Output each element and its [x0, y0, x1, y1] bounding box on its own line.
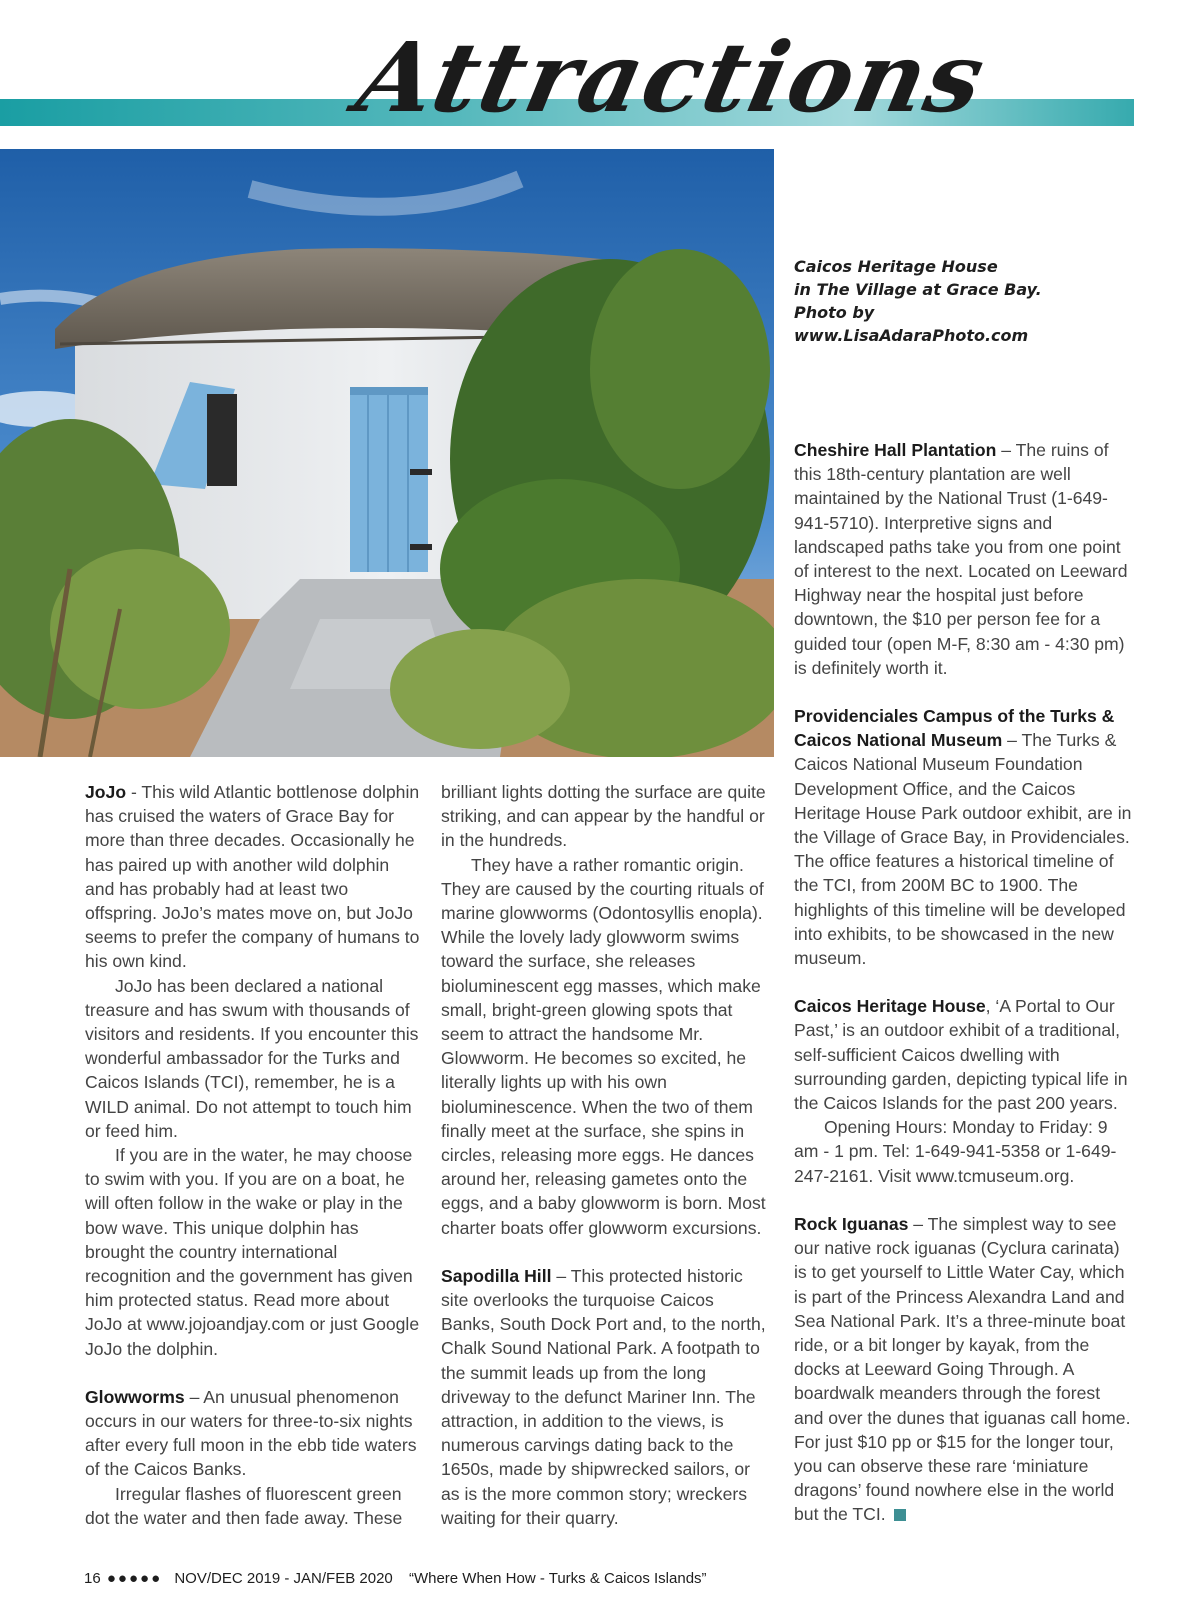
photo-caption [794, 255, 1174, 347]
museum-text: – The Turks & Caicos National Museum Foundation Development Office, and the Caicos Heritage House Park outdoor exhibit, are in the Village of Grace Bay, in Providenciales. The office features a historical timeline of the TCI, from 200M BC to 1900. The highlights of this timeline will be developed into exhibits, to be showcased in the new museum. [794, 730, 1132, 969]
iguanas-text: – The simplest way to see our native rock iguanas (Cyclura carinata) is to get yourself to Little Water Cay, which is part of the Princess Alexandra Land and Sea National Park. It’s a three-minute boat ride, or a bit longer by kayak, from the docks at Leeward Going Through. A boardwalk meanders through the forest and over the dunes that iguanas call home. For just $10 pp or $15 for the longer tour, you can observe these rare ‘miniature dragons’ found nowhere else in the world but the TCI. [794, 1213, 1131, 1525]
page-title: Attractions [348, 21, 996, 134]
cheshire-text: – The ruins of this 18th-century plantation are well maintained by the National Trust (1-649-941-5710). Interpretive signs and landscaped paths take you from one point of interest to the next. Located on Leeward Highway near the hospital just before downtown, the $10 per person fee for a guided tour (open M-F, 8:30 am - 4:30 pm) is definitely worth it. [794, 440, 1128, 678]
sapodilla-text: – This protected historic site overlooks the turquoise Caicos Banks, South Dock Port and, to the north, Chalk Sound National Park. A footpath to the summit leads up from the long driveway to the defunct Mariner Inn. The attraction, in addition to the views, is numerous carvings dating back to the 1650s, made by shipwrecked sailors, or as is the more common story; wreckers waiting for their quarry. [441, 1265, 766, 1528]
glowworms-paragraph [85, 1385, 420, 1482]
iguanas-paragraph [794, 1212, 1134, 1527]
issue-date: NOV/DEC 2019 - JAN/FEB 2020 [174, 1570, 393, 1587]
cheshire-paragraph [794, 438, 1134, 680]
heritage-house-photo [0, 149, 774, 757]
publication-name: “Where When How - Turks & Caicos Islands” [408, 1570, 707, 1587]
glowworms-paragraph-3: They have a rather romantic origin. They are caused by the courting rituals of marine glowworms (Odontosyllis enopla). While the lovely lady glowworm swims toward the surface, she releases bioluminescent egg masses, which make small, bright-green glowing spots that seem to attract the handsome Mr. Glowworm. He becomes so excited, he literally lights up with his own bioluminescence. When the two of them finally meet at the surface, she spins in circles, releasing more eggs. He dances around her, releasing gametes onto the eggs, and a baby glowworm is born. Most charter boats offer glowworm excursions. [441, 854, 766, 1238]
jojo-paragraph [85, 780, 420, 974]
heritage-heading: Caicos Heritage House [794, 996, 986, 1017]
end-of-article-square-icon [894, 1509, 906, 1521]
jojo-paragraph-3: If you are in the water, he may choose to swim with you. If you are on a boat, he will often follow in the wake or play in the bow wave. This unique dolphin has brought the country international recognition and the government has given him protected status. Read more about JoJo at www.jojoandjay.com or just Google JoJo the dolphin. [85, 1145, 420, 1359]
jojo-text: - This wild Atlantic bottlenose dolphin has cruised the waters of Grace Bay for more than three decades. Occasionally he has paired up with another wild dolphin and has probably had at least two offspring. JoJo’s mates move on, but JoJo seems to prefer the company of humans to his own kind. [85, 782, 420, 972]
footer-dots: ●●●●● [106, 1570, 163, 1587]
page-number: 16 [84, 1570, 101, 1587]
caption-line: Photo by [794, 303, 875, 322]
text-column-2 [441, 780, 771, 1530]
glowworms-text: – An unusual phenomenon occurs in our waters for three-to-six nights after every full moon in the ebb tide waters of the Caicos Banks. [85, 1386, 417, 1480]
museum-paragraph [794, 704, 1134, 970]
glowworms-heading: Glowworms [85, 1386, 185, 1407]
cheshire-heading: Cheshire Hall Plantation [794, 440, 997, 460]
text-column-1 [85, 780, 420, 1530]
museum-heading: Providenciales Campus of the Turks & Caicos National Museum [794, 706, 1115, 751]
heritage-text: , ‘A Portal to Our Past,’ is an outdoor exhibit of a traditional, self-sufficient Caicos dwelling with surrounding garden, depicting typical life in the Caicos Islands for the past 200 years. [794, 996, 1128, 1114]
iguanas-heading: Rock Iguanas [794, 1213, 909, 1234]
caption-line: in The Village at Grace Bay. [794, 280, 1042, 299]
sapodilla-paragraph [441, 1264, 771, 1530]
caption-line: Caicos Heritage House [794, 257, 998, 276]
glowworms-paragraph-2: Irregular flashes of fluorescent green dot the water and then fade away. These [85, 1483, 403, 1528]
text-column-3 [794, 438, 1134, 1527]
heritage-hours: Opening Hours: Monday to Friday: 9 am - 1 pm. Tel: 1-649-941-5358 or 1-649-247-2161. Visit www.tcmuseum.org. [794, 1117, 1117, 1186]
jojo-paragraph-2: JoJo has been declared a national treasure and has swum with thousands of visitors and residents. If you encounter this wonderful ambassador for the Turks and Caicos Islands (TCI), remember, he is a WILD animal. Do not attempt to touch him or feed him. [85, 975, 419, 1141]
sapodilla-heading: Sapodilla Hill [441, 1265, 552, 1286]
page-footer [84, 1570, 707, 1587]
glowworms-continued: brilliant lights dotting the surface are quite striking, and can appear by the handful or in the hundreds. [441, 782, 766, 851]
jojo-heading: JoJo [85, 782, 127, 802]
heritage-paragraph [794, 994, 1134, 1115]
caption-line: www.LisaAdaraPhoto.com [794, 326, 1029, 345]
